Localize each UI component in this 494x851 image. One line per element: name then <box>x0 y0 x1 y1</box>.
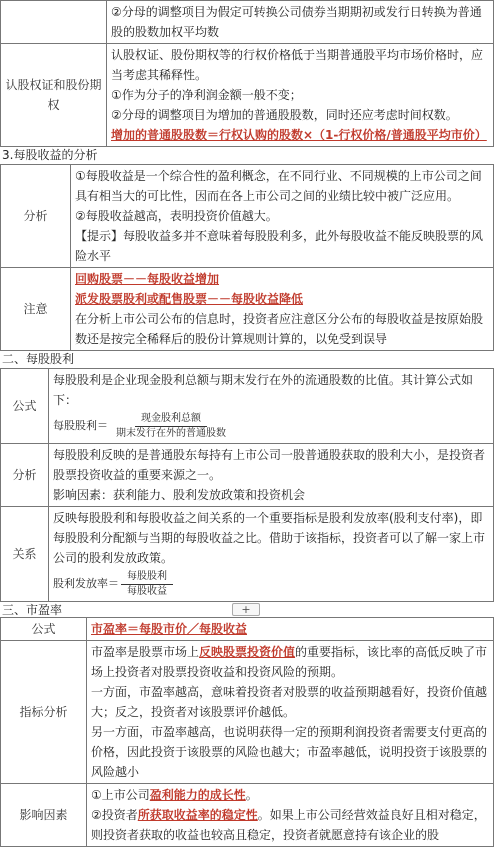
pe-table <box>0 617 494 847</box>
row-label-factors: 影响因素 <box>1 784 87 847</box>
pe-formula-content <box>87 618 494 641</box>
table-move-handle[interactable]: + <box>232 603 260 616</box>
pe-formula: 市盈率＝每股市价／每股收益 <box>91 622 248 636</box>
analysis-line-1: ①每股收益是一个综合性的盈利概念，在不同行业、不同规模的上市公司之间具有相当大的可比性，因而在各上市公司之间的业绩比较中被广泛应用。 <box>75 169 482 203</box>
warrants-line-2: ①作为分子的净利润金额一般不变； <box>111 88 302 102</box>
dps-numerator: 现金股利总额 <box>135 412 207 427</box>
note-red-1: 回购股票－－每股收益增加 <box>75 272 220 286</box>
row-label-relation: 关系 <box>1 507 49 602</box>
factor-1-pre: ①上市公司 <box>91 788 150 802</box>
dps-table <box>0 368 494 602</box>
row-label-note: 注意 <box>1 268 71 351</box>
analysis-line-3: 【提示】每股收益多并不意味着每股股利多，此外每股收益不能反映股票的风险水平 <box>75 229 484 263</box>
factor-2-pre: ②投资者 <box>91 808 138 822</box>
factor-2 <box>91 805 489 845</box>
convertible-bond-text: ②分母的调整项目为假定可转换公司债券当期期初或发行日转换为普通股的股数加权平均数 <box>107 1 494 44</box>
table-row <box>1 1 494 44</box>
dps-relation-content <box>49 507 494 602</box>
factor-1-post: 。 <box>245 788 258 802</box>
table-row <box>1 165 494 268</box>
dps-analysis-line-1: 每股股利反映的是普通股东每持有上市公司一股普通股获取的股利大小，是投资者股票投资收益的重要来源之一。 <box>53 448 486 482</box>
section-heading-pe-text: 三、市盈率 <box>2 603 63 617</box>
relation-text: 反映每股股利和每股收益之间关系的一个重要指标是股利发放率(股利支付率)，即每股股利分配额与当期的每股收益之比。借助于该指标，投资者可以了解一家上市公司的股利发放政策。 <box>53 511 486 565</box>
table-row <box>1 44 494 147</box>
dps-fraction <box>110 412 232 441</box>
table-row <box>1 369 494 444</box>
pe-analysis-p1-red: 反映股票投资价值 <box>199 645 296 659</box>
table-row <box>1 784 494 847</box>
note-red-2: 派发股票股利或配售股票－－每股收益降低 <box>75 292 304 306</box>
note-content <box>71 268 494 351</box>
payout-formula <box>53 568 489 600</box>
note-text: 在分析上市公司公布的信息时，投资者应注意区分公布的每股收益是按原始股数还是按完全稀释后的股份计算规则计算的，以免受到误导 <box>75 312 484 346</box>
section-heading-eps-analysis: 3.每股收益的分析 <box>2 148 98 162</box>
section-heading-dps: 二、每股股利 <box>2 352 75 366</box>
factor-1 <box>91 785 489 805</box>
pe-factors-content <box>87 784 494 847</box>
pe-analysis-p2: 一方面，市盈率越高，意味着投资者对股票的收益预期越看好，投资价值越大；反之，投资者对该股票评价越低。 <box>91 685 488 719</box>
row-label-analysis: 分析 <box>1 165 71 268</box>
pe-analysis-content <box>87 641 494 784</box>
factor-1-red: 盈利能力的成长性 <box>149 788 246 802</box>
table-row <box>1 268 494 351</box>
dps-formula-lhs: 每股股利＝ <box>53 419 108 432</box>
analysis-content <box>71 165 494 268</box>
row-label-formula: 公式 <box>1 618 87 641</box>
eps-dilution-table <box>0 0 494 147</box>
section-heading-pe <box>0 602 494 617</box>
dps-analysis-line-2: 影响因素：获利能力、股利发放政策和投资机会 <box>53 488 306 502</box>
dps-formula-text: 每股股利是企业现金股利总额与期末发行在外的流通股数的比值。其计算公式如下： <box>53 373 474 407</box>
table-row <box>1 507 494 602</box>
table-row <box>1 444 494 507</box>
factor-2-red: 所获取收益率的稳定性 <box>137 808 258 822</box>
pe-analysis-p3: 另一方面，市盈率越高，也说明获得一定的预期利润投资者需要支付更高的价格，因此投资于该股票的风险也越大；市盈率越低，说明投资于该股票的风险越小 <box>91 725 488 779</box>
empty-label-cell <box>1 1 107 44</box>
payout-denominator: 每股收益 <box>127 585 167 597</box>
dps-formula <box>53 410 489 442</box>
factor-2-post: 。如果上市公司经营效益良好且相对稳定，则投资者获取的收益也较高且稳定，投资者就愿意持有该企业的股 <box>91 808 486 842</box>
dps-formula-content <box>49 369 494 444</box>
table-row <box>1 618 494 641</box>
table-row <box>1 641 494 784</box>
warrants-formula: 增加的普通股股数＝行权认购的股数×（1-行权价格/普通股平均市价） <box>111 128 487 142</box>
row-label-analysis: 分析 <box>1 444 49 507</box>
pe-analysis-p1 <box>91 642 489 682</box>
warrants-line-1: 认股权证、股份期权等的行权价格低于当期普通股平均市场价格时，应当考虑其稀释性。 <box>111 48 484 82</box>
payout-fraction <box>121 570 173 599</box>
warrants-line-3: ②分母的调整项目为增加的普通股股数，同时还应考虑时间权数。 <box>111 108 458 122</box>
row-label-indicator-analysis: 指标分析 <box>1 641 87 784</box>
payout-numerator: 每股股利 <box>121 570 173 585</box>
dps-denominator: 期末发行在外的普通股数 <box>116 427 226 439</box>
payout-formula-lhs: 股利发放率＝ <box>53 577 119 590</box>
eps-analysis-table <box>0 164 494 351</box>
analysis-line-2: ②每股收益越高，表明投资价值越大。 <box>75 209 278 223</box>
dps-analysis-content <box>49 444 494 507</box>
row-label-warrants: 认股权证和股份期权 <box>1 44 107 147</box>
row-label-formula: 公式 <box>1 369 49 444</box>
warrants-content <box>107 44 494 147</box>
pe-analysis-p1-pre: 市盈率是股票市场上 <box>91 645 200 659</box>
pe-analysis-p1-post: 的重要指标，该比率的高低反映了市场上投资者对股票投资收益和投资风险的预期。 <box>91 645 488 679</box>
